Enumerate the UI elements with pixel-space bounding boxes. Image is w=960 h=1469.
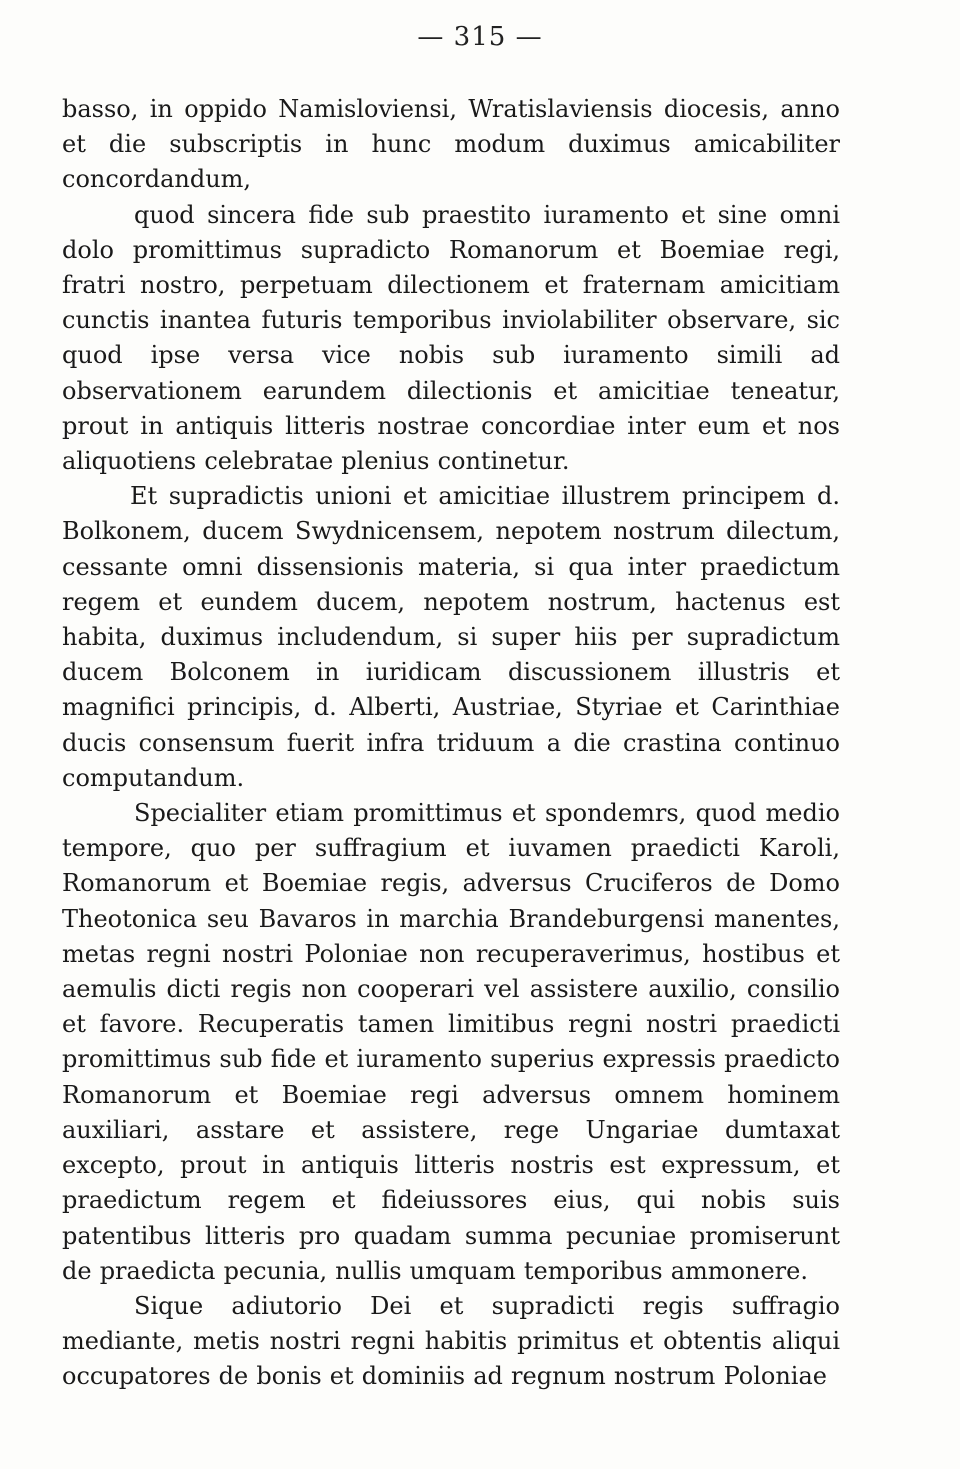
paragraph-3: Et supradictis unioni et amicitiae illustrem principem d. Bolkonem, ducem Swydnicensem, nepotem nostrum dilectum, cessante omni dissensionis materia, si qua inter praedictum regem et eundem ducem, nepotem nostrum, hactenus est habita, duximus includendum, si super hiis per supradictum ducem Bolconem in iuridicam discussionem illustris et magnifici principis, d. Alberti, Austriae, Styriae et Carinthiae ducis consensum fuerit infra triduum a die crastina continuo computandum.: [62, 482, 840, 792]
paragraph-2: quod sincera fide sub praestito iuramento et sine omni dolo promittimus supradicto Romanorum et Boemiae regi, fratri nostro, perpetuam dilectionem et fraternam amicitiam cunctis inantea futuris temporibus inviolabiliter observare, sic quod ipse versa vice nobis sub iuramento simili ad observationem earundem dilectionis et amicitiae teneatur, prout in antiquis litteris nostrae concordiae inter eum et nos aliquotiens celebratae plenius continetur.: [62, 200, 840, 476]
paragraph-5: Sique adiutorio Dei et supradicti regis suffragio mediante, metis nostri regni habitis primitus et obtentis aliqui occupatores de bonis et dominiis ad regnum nostrum Poloniae: [62, 1291, 840, 1391]
paragraph-1: basso, in oppido Namisloviensi, Wratislaviensis diocesis, anno et die subscriptis in hunc modum duximus amicabiliter concordandum,: [62, 95, 840, 194]
paragraph-4: Specialiter etiam promittimus et spondemrs, quod medio tempore, quo per suffragium et iuvamen praedicti Karoli, Romanorum et Boemiae regis, adversus Cruciferos de Domo Theotonica seu Bavaros in marchia Brandeburgensi manentes, metas regni nostri Poloniae non recuperaverimus, hostibus et aemulis dicti regis non cooperari vel assistere auxilio, consilio et favore. Recuperatis tamen limitibus regni nostri praedicti promittimus sub fide et iuramento superius expressis praedicto Romanorum et Boemiae regi adversus omnem hominem auxiliari, asstare et assistere, rege Ungariae dumtaxat excepto, prout in antiquis litteris nostris est expressum, et praedictum regem et fideiussores eius, qui nobis suis patentibus litteris pro quadam summa pecuniae promiserunt de praedicta pecunia, nullis umquam temporibus ammonere.: [62, 799, 840, 1285]
body-text: [62, 92, 840, 1395]
page-number-header: — 315 —: [417, 22, 543, 52]
